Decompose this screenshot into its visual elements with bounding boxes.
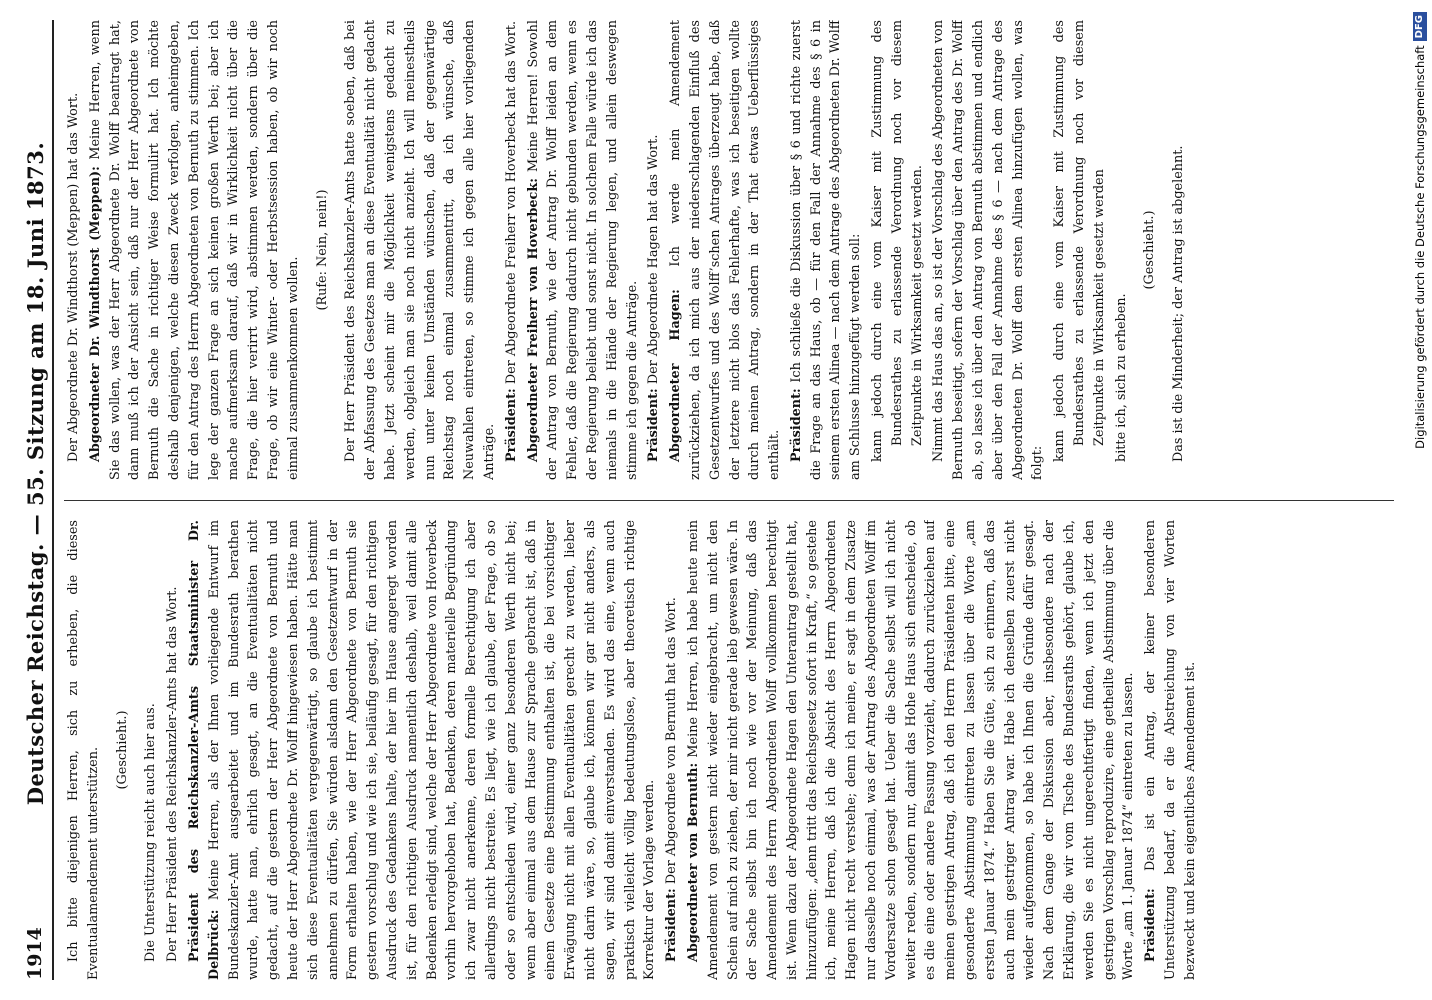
speech-paragraph <box>644 20 664 480</box>
speech-paragraph <box>666 20 785 480</box>
speech-paragraph <box>185 520 660 980</box>
speech-text: Ich schließe die Diskussion über § 6 und richte zuerst die Frage an das Haus, ob — für den Fall der Annahme des § 6 in seinem ersten Alinea — nach dem Antrage des Abgeordneten Dr. Wolff am Schlusse hinzugefügt werden soll: <box>788 20 864 480</box>
speaker-name: Abgeordneter Freiherr von Hoverbeck: <box>525 178 541 462</box>
stage-direction: (Geschieht.) <box>1142 210 1158 290</box>
speech-text: Das ist ein Antrag, der keiner besonderen Unterstützung bedarf, da er die Abstreichung von vier Worten bezweckt und kein eigentliches Amendement ist. <box>1143 520 1198 980</box>
digitization-credit <box>1412 12 1428 988</box>
speech-paragraph <box>787 20 866 480</box>
speaker-name: Präsident: <box>646 388 662 462</box>
speech-text: Der Abgeordnete Hagen hat das Wort. <box>646 134 662 385</box>
speech-paragraph <box>662 520 682 980</box>
speaker-name: Abgeordneter Dr. Windthorst (Meppen): <box>87 166 103 462</box>
speech-text: Ich werde mein Amendement zurückziehen, da ich mich aus der niederschlagenden Einfluß des Gesetzentwurfes und des Wolff’schen Antrages überzeugt habe, daß der letztere nicht blos das Fehlerhafte, was ich beseitigen wollte durch meinen Antrag, sondern in der That etwas Ueberflüssiges enthält. <box>668 20 783 480</box>
text-paragraph: Ich bitte diejenigen Herren, sich zu erheben, die dieses Eventualamendement unterstützen. <box>66 520 101 980</box>
speaker-name: Präsident: <box>788 388 804 462</box>
speech-text: Meine Herren, wenn Sie das wollen, was der Herr Abgeordnete Dr. Wolff beantragt hat, dann muß ich der Ansicht sein, daß nur der Herr Abgeordnete von Bernuth die Sache in richtiger Weise formulirt hat. Ich möchte deshalb denjenigen, welche diesen Zweck verfolgen, anheimgeben, für den Antrag des Herrn Abgeordneten von Bernuth zu stimmen. Ich lege der ganzen Frage an sich keinen großen Werth bei; aber ich mache aufmerksam darauf, daß wir in Wirklichkeit nicht über die Frage, die hier verirrt wird, abstimmen werden, sondern über die Frage, ob wir eine Winter- oder Herbstsession haben, ob wir noch einmal zusammenkommen wollen. <box>87 20 301 480</box>
speech-paragraph <box>684 520 1139 980</box>
speech-text: Meine Herren, als der Ihnen vorliegende Entwurf im Bundeskanzler-Amt ausgearbeitet und im Bundesrath berathen wurde, hatte man, ehrlich gesagt, an die Eventualitäten nicht gedacht, auf die gestern der Herr Abgeordnete von Bernuth und heute der Herr Abgeordnete Dr. Wolff hingewiesen haben. Hätte man sich diese Eventualitäten vergegenwärtigt, so glaube ich bestimmt annehmen zu dürfen, Sie würden alsdann den Gesetzentwurf in der Form erhalten haben, wie der Herr Abgeordnete von Bernuth sie gestern vorschlug und wie ich sie, beiläufig gesagt, für den richtigen Ausdruck des Gedankens halte, der hier im Hause angeregt worden ist, für den richtigen Ausdruck namentlich deshalb, weil damit alle Bedenken erledigt sind, welche der Herr Abgeordnete von Hoverbeck vorhin hervorgehoben hat, Bedenken, deren materielle Begründung ich zwar nicht anerkenne, deren formelle Berechtigung ich aber allerdings nicht bestreite. Es liegt, wie ich glaube, der Frage, ob so oder so entschieden wird, einer ganz besonderen Werth nicht bei; wenn aber einmal aus dem Hause zur Sprache gebracht ist, daß in einem Gesetze eine Bestimmung enthalten ist, die bei vorsichtiger Erwägung nicht mit allen Eventualitäten gerecht zu werden, lieber nicht darin wäre, so, glaube ich, können wir gar nicht anders, als sagen, wir sind damit einverstanden. Es wird das eine, wenn auch praktisch vielleicht völlig bedeutungslose, aber theoretisch richtige Korrektur der Vorlage werden. <box>206 520 658 980</box>
speaker-name: Abgeordneter von Bernuth: <box>685 762 701 962</box>
text-paragraph: Die Unterstützung reicht auch hier aus. <box>143 703 159 962</box>
speech-text: Meine Herren, ich habe heute mein Amendement von gestern nicht wieder eingebracht, um nicht den Schein auf mich zu ziehen, der mir nicht gerade lieb gewesen wäre. In der Sache selbst bin ich noch wie vor der Meinung, daß das Amendement des Herrn Abgeordneten Wolff vollkommen berechtigt ist. Wenn dazu der Abgeordnete Hagen den Unterantrag gestellt hat, hinzuzufügen: „denn tritt das Reichsgesetz sofort in Kraft,“ so gestehe ich, meine Herren, daß ich die Absicht des Herrn Abgeordneten Hagen nicht recht verstehe; denn ich meine, er sagt in dem Zusatze nur dasselbe noch einmal, was der Antrag des Abgeordneten Wolff im Vordersatze schon gesagt hat. Ueber die Sache selbst will ich nicht weiter reden, sondern nur, damit das Hohe Haus sich entscheide, ob es die eine oder andere Fassung vorzieht, dadurch zurückziehen auf meinen gestrigen Antrag, daß ich den Herrn Präsidenten bitte, eine gesonderte Abstimmung eintreten zu lassen über die Worte „am ersten Januar 1874.“ Haben Sie die Güte, sich zu erinnern, daß das auch mein gestriger Antrag war. Habe ich denselben zuerst nicht wieder aufgenommen, so habe ich Ihnen die Gründe dafür gesagt. Nach dem Gange der Diskussion aber, insbesondere nach der Erklärung, die wir vom Tische des Bundesraths gehört, glaube ich, werden Sie es nicht ungerechtfertigt finden, wenn ich jetzt den gestrigen Vorschlag reproduzire, eine getheilte Abstimmung über die Worte „am 1. Januar 1874“ eintreten zu lassen. <box>685 520 1137 980</box>
quoted-motion: kann jedoch durch eine vom Kaiser mit Zustimmung des Bundesrathes zu erlassende Verordnung noch vor diesem Zeitpunkte in Wirksamkeit gesetzt werden. <box>870 20 925 462</box>
text-paragraph: bitte ich, sich zu erheben. <box>1113 293 1129 462</box>
speech-paragraph <box>86 20 304 480</box>
stage-direction: (Rufe: Nein, nein!) <box>314 189 330 311</box>
speaker-name: Präsident: <box>503 388 519 462</box>
page-title: Deutscher Reichstag. — 55. Sitzung am 18. Juni 1873. <box>22 141 48 806</box>
column-divider <box>64 500 1394 501</box>
page-number: 1914 <box>24 927 46 980</box>
speaker-name: Präsident des Reichskanzler-Amts Staatsminister Dr. Delbrück: <box>186 520 222 980</box>
speaker-name: Abgeordneter Hagen: <box>668 289 684 462</box>
right-column <box>64 20 1404 480</box>
speech-text: Der Abgeordnete von Bernuth hat das Wort. <box>664 597 680 885</box>
text-paragraph: Der Herr Präsident des Reichskanzler-Amts hat das Wort. <box>165 586 181 962</box>
page-header <box>18 20 54 980</box>
speech-paragraph <box>502 20 522 480</box>
speech-text: Der Abgeordnete Freiherr von Hoverbeck hat das Wort. <box>503 20 519 385</box>
speaker-name: Präsident: <box>1143 888 1159 962</box>
left-column <box>64 520 1404 980</box>
text-paragraph: Nimmt das Haus das an, so ist der Vorschlag des Abgeordneten von Bernuth beseitigt, sofern der Vorschlag über den Antrag des Dr. Wolff ab, so lasse ich über den Antrag von Bernuth abstimmen und endlich aber über den Fall der Annahme des § 6 — nach dem Antrage des Abgeordneten Dr. Wolff dem ersten Alinea hinzufügen wollen, was folgt: <box>931 20 1046 480</box>
speaker-name: Präsident: <box>664 888 680 962</box>
speech-paragraph <box>1141 520 1200 980</box>
text-paragraph: Der Abgeordnete Dr. Windthorst (Meppen) hat das Wort. <box>66 92 81 462</box>
credit-text: Digitalisierung gefördert durch die Deutsche Forschungsgemeinschaft <box>1413 45 1427 449</box>
speech-paragraph <box>524 20 643 480</box>
text-paragraph: Das ist die Minderheit; der Antrag ist abgelehnt. <box>1171 145 1187 462</box>
document-sheet <box>18 20 1408 980</box>
text-paragraph: Der Herr Präsident des Reichskanzler-Amts hatte soeben, daß bei der Abfassung des Gesetzes man an diese Eventualität nicht gedacht habe. Jetzt scheint mir die Möglichkeit wenigstens gedacht zu werden, obgleich man sie noch nicht anzieht. Ich will meinestheils nun unter keinen Umständen wünschen, daß der gegenwärtige Reichstag noch einmal zusammentritt, da ich wünsche, daß Neuwahlen eintreten, so stimme ich gegen alle hier vorliegenden Anträge. <box>343 20 497 480</box>
stage-direction: (Geschieht.) <box>114 710 130 790</box>
dfg-logo: DFG <box>1413 12 1427 41</box>
speech-text: Meine Herren! Sowohl der Antrag von Bernuth, wie der Antrag Dr. Wolff leiden an dem Fehler, daß die Regierung dadurch nicht gebunden werden, wenn es der Regierung beliebt und sonst nicht. In solchem Falle würde ich das niemals in die Hände der Regierung legen, und allein deswegen stimme ich gegen die Anträge. <box>525 20 640 480</box>
quoted-motion: kann jedoch durch eine vom Kaiser mit Zustimmung des Bundesrathes zu erlassende Verordnung noch vor diesem Zeitpunkte in Wirksamkeit gesetzt werden <box>1052 20 1107 462</box>
